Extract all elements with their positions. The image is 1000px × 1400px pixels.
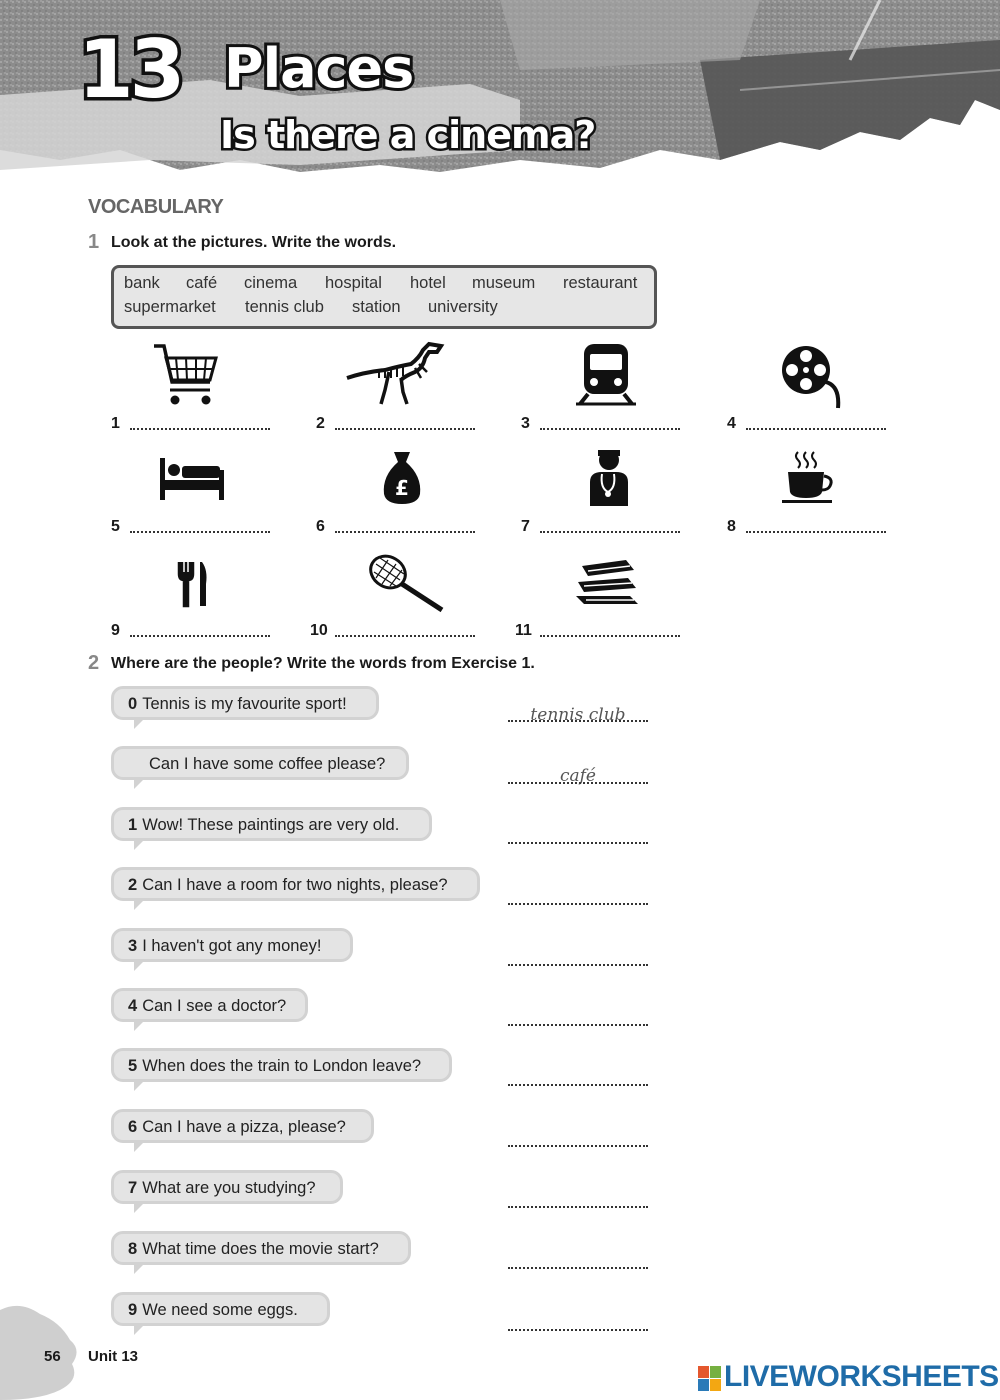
item-number: 1 xyxy=(111,415,120,432)
tennis-racket-icon xyxy=(366,552,446,614)
answer-line[interactable] xyxy=(508,1267,648,1269)
item-number: 2 xyxy=(316,415,325,432)
liveworksheets-logo-icon xyxy=(698,1366,722,1392)
word-bank-item: café xyxy=(186,274,218,292)
speech-bubble: 0 Tennis is my favourite sport! xyxy=(111,686,379,720)
speech-bubble: 9 We need some eggs. xyxy=(111,1292,330,1326)
doctor-icon xyxy=(584,448,634,508)
answer-line[interactable] xyxy=(508,1024,648,1026)
page-title: Places xyxy=(224,37,414,100)
word-bank-item: supermarket xyxy=(124,298,216,316)
answer-line[interactable] xyxy=(130,531,270,533)
speech-bubble: 3 I haven't got any money! xyxy=(111,928,353,962)
item-number: 9 xyxy=(111,622,120,639)
item-number: 8 xyxy=(727,518,736,535)
example-answer: café xyxy=(559,766,596,786)
answer-line[interactable] xyxy=(540,428,680,430)
shopping-cart-icon xyxy=(150,342,220,408)
item-number: 6 xyxy=(316,518,325,535)
word-bank-item: hotel xyxy=(410,274,446,292)
answer-line[interactable] xyxy=(335,531,475,533)
section-title: VOCABULARY xyxy=(88,196,224,218)
word-bank xyxy=(111,265,657,329)
page-number: 56 xyxy=(44,1348,61,1365)
word-bank-item: bank xyxy=(124,274,160,292)
speech-bubble: 4 Can I see a doctor? xyxy=(111,988,308,1022)
answer-line[interactable] xyxy=(508,1329,648,1331)
speech-bubble: 1 Wow! These paintings are very old. xyxy=(111,807,432,841)
exercise-2-number: 2 xyxy=(88,652,100,674)
speech-bubble: 5 When does the train to London leave? xyxy=(111,1048,452,1082)
answer-line[interactable] xyxy=(508,842,648,844)
coffee-cup-icon xyxy=(780,450,836,506)
exercise-1-instruction: Look at the pictures. Write the words. xyxy=(111,234,397,251)
answer-line[interactable] xyxy=(130,428,270,430)
word-bank-item: tennis club xyxy=(245,298,324,316)
word-bank-item: university xyxy=(428,298,498,316)
money-bag-icon xyxy=(380,450,424,506)
answer-line[interactable] xyxy=(508,964,648,966)
answer-line[interactable] xyxy=(508,1206,648,1208)
item-number: 4 xyxy=(727,415,736,432)
word-bank-item: museum xyxy=(472,274,536,292)
item-number: 11 xyxy=(515,622,532,639)
fork-knife-icon xyxy=(176,560,210,608)
word-bank-item: station xyxy=(352,298,401,316)
bed-icon xyxy=(158,456,226,502)
speech-bubble: 7 What are you studying? xyxy=(111,1170,343,1204)
dinosaur-skeleton-icon xyxy=(345,338,445,408)
answer-line[interactable] xyxy=(508,1145,648,1147)
example-answer: tennis club xyxy=(530,705,626,725)
answer-line[interactable] xyxy=(746,531,886,533)
item-number: 5 xyxy=(111,518,120,535)
item-number: 3 xyxy=(521,415,530,432)
answer-line[interactable] xyxy=(540,531,680,533)
svg-text:£: £ xyxy=(395,476,409,500)
answer-line[interactable] xyxy=(508,1084,648,1086)
brand-logo-text[interactable]: LIVEWORKSHEETS xyxy=(724,1360,999,1393)
page-subtitle: Is there a cinema? xyxy=(220,113,596,157)
speech-bubble: 8 What time does the movie start? xyxy=(111,1231,411,1265)
item-number: 7 xyxy=(521,518,530,535)
word-bank-item: restaurant xyxy=(563,274,638,292)
answer-line[interactable] xyxy=(335,428,475,430)
answer-line[interactable] xyxy=(508,782,648,784)
books-icon xyxy=(572,556,642,610)
word-bank-item: hospital xyxy=(325,274,382,292)
answer-line[interactable] xyxy=(746,428,886,430)
unit-number: 13 xyxy=(78,23,182,116)
exercise-1-number: 1 xyxy=(88,231,100,253)
answer-line[interactable] xyxy=(540,635,680,637)
item-number: 10 xyxy=(310,622,328,639)
speech-bubble: 6 Can I have a pizza, please? xyxy=(111,1109,374,1143)
word-bank-item: cinema xyxy=(244,274,298,292)
train-icon xyxy=(574,342,638,408)
answer-line[interactable] xyxy=(508,720,648,722)
answer-line[interactable] xyxy=(508,903,648,905)
exercise-2-instruction: Where are the people? Write the words from Exercise 1. xyxy=(111,655,535,672)
answer-line[interactable] xyxy=(130,635,270,637)
speech-bubble: 2 Can I have a room for two nights, please? xyxy=(111,867,480,901)
answer-line[interactable] xyxy=(335,635,475,637)
footer-unit-label: Unit 13 xyxy=(88,1348,139,1365)
film-reel-icon xyxy=(778,342,848,410)
speech-bubble: Can I have some coffee please? xyxy=(111,746,409,780)
